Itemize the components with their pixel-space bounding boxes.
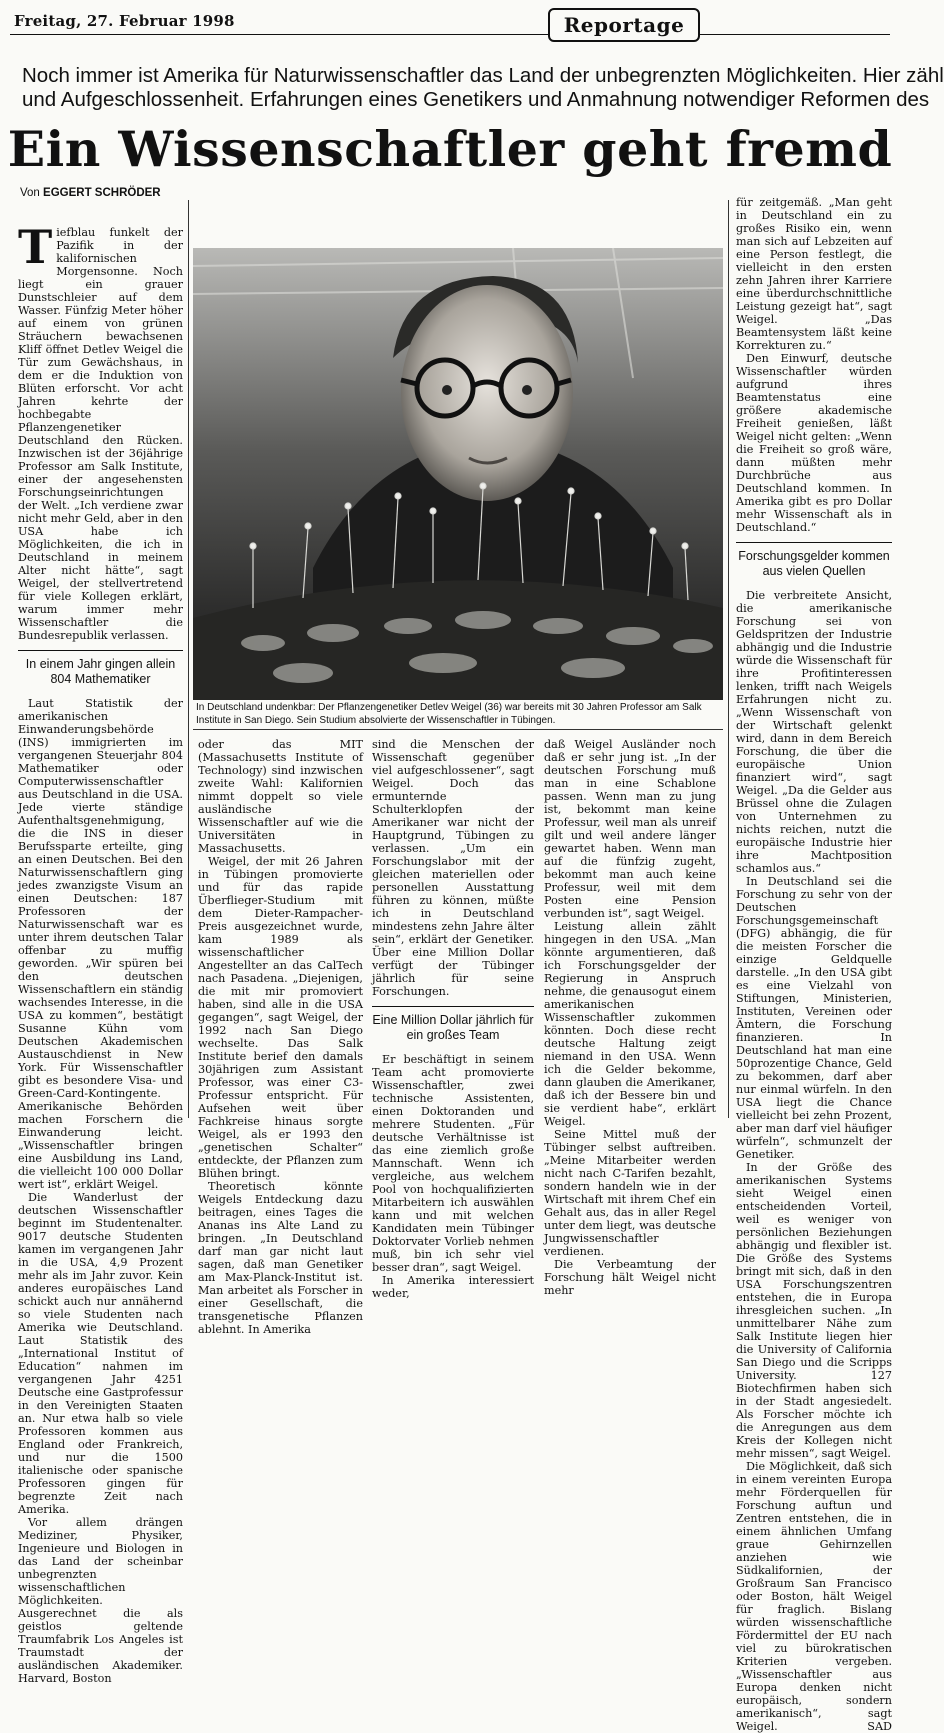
subheading: Eine Million Dollar jährlich für ein großes Team [372, 1006, 534, 1043]
byline-prefix: Von [20, 187, 40, 199]
kicker-line-1: Noch immer ist Amerika für Naturwissenschaftler das Land der unbegrenzten Möglichkeiten. Hier zähl [22, 64, 944, 87]
paragraph: oder das MIT (Massachusetts Institute of Technology) sind inzwischen zweite Wahl: Kalifornien nimmt doppelt so viele ausländische Wissenschaftler auf wie die Universitäten in Massachusetts. [198, 738, 363, 855]
paragraph: Die verbreitete Ansicht, die amerikanische Forschung sei von Geldspritzen der Industrie abhängig und die Industrie würde die Wissenschaft für ihre Profitinteressen lenken, trifft nach Weigels Erfahrungen nicht zu. „Wenn Wissenschaft von der Wirtschaft gelenkt wird, dann in dem Bereich Forschung, die über die europäische Union finanziert wird“, sagt Weigel. „Da die Gelder aus Brüssel ohne die Zulagen von Unternehmen zu nichts reichen, nutzt die europäische Industrie hier ihre Machtposition schamlos aus.“ [736, 589, 892, 875]
column-divider [728, 200, 729, 1118]
paragraph: Theoretisch könnte Weigels Entdeckung dazu beitragen, eines Tages die Ananas ins Alte Land zu bringen. „In Deutschland darf man gar nicht laut sagen, daß man Genetiker am Max-Planck-Institut ist. Man arbeitet als Forscher in einer Gesellschaft, die transgenetische Pflanzen ablehnt. In Amerika [198, 1180, 363, 1336]
paragraph: Die Möglichkeit, daß sich in einem vereinten Europa mehr Förderquellen für Forschung auftun und Zentren entstehen, die in einem ähnlichen Umfang graue Gehirnzellen anziehen wie Südkalifornien, der Großraum San Francisco oder Boston, hält Weigel für fraglich. Bislang würden wissenschaftliche Fördermittel der EU nach viel zu bürokratischen Kriterien vergeben. „Wissenschaftler aus Europa denken nicht europäisch, sondern amerikanisch“, sagt Weigel. SAD [736, 1460, 892, 1733]
byline [20, 187, 161, 199]
paragraph: Leistung allein zählt hingegen in den USA. „Man könnte argumentieren, daß ich Forschungsgelder der Regierung in Anspruch nehme, die genausogut einem amerikanischen Wissenschaftler zukommen könnten. Doch diese recht deutsche Haltung zeigt niemand in den USA. Wenn ich die Gelder bekomme, dann glauben die Amerikaner, daß ich der Bessere bin und sie verdient habe“, erklärt Weigel. [544, 920, 716, 1128]
section-label: Reportage [548, 8, 700, 42]
paragraph: Seine Mittel muß der Tübinger selbst auftreiben. „Meine Mitarbeiter werden nicht nach C-Tarifen bezahlt, sondern handeln wie in der Wirtschaft mit ihrem Chef ein Gehalt aus, das in aller Regel unter dem liegt, was deutsche Jungwissenschaftler verdienen. [544, 1128, 716, 1258]
paragraph: Weigel, der mit 26 Jahren in Tübingen promovierte und für das rapide Überflieger-Studium mit dem Dieter-Rampacher-Preis ausgezeichnet wurde, kam 1989 als wissenschaftlicher Angestellter an das CalTech nach Pasadena. „Diejenigen, die mit mir promoviert haben, sind alle in die USA gegangen“, sagt Weigel, der 1992 nach San Diego wechselte. Das Salk Institute berief den damals 30jährigen zum Assistant Professor, was einer C3-Professur entspricht. Für Aufsehen weit über Fachkreise hinaus sorgte Weigel, als er 1993 den „genetischen Schalter“ entdeckte, der Pflanzen zum Blühen bringt. [198, 855, 363, 1180]
paragraph: Laut Statistik der amerikanischen Einwanderungsbehörde (INS) immigrierten im vergangenen Steuerjahr 804 Mathematiker oder Computerwissenschaftler aus Deutschland in die USA. Jede vierte ständige Aufenthaltsgenehmigung, die die INS in dieser Berufssparte erteilte, ging an einen Deutschen. Bei den Naturwissenschaftlern ging jedes zwanzigste Visum an einen Deutschen: 187 Professoren der Naturwissenschaft war es unter ihrem deutschen Talar offenbar zu muffig geworden. „Wir spüren bei den deutschen Wissenschaftlern ein ständig wachsendes Interesse, in die USA zu kommen“, bestätigt Susanne Kühn vom Deutschen Akademischen Austauschdienst in New York. Für Wissenschaftler gibt es besondere Visa- und Green-Card-Kontingente. Amerikanische Behörden machen Forschern die Einwanderung leicht. „Wissenschaftler bringen eine Ausbildung ins Land, die vielleicht 100 000 Dollar wert ist“, erklärt Weigel. [18, 697, 183, 1191]
column-3 [372, 738, 534, 1300]
paragraph: In der Größe des amerikanischen Systems sieht Weigel einen entscheidenden Vorteil, weil es weniger von persönlichen Beziehungen abhängig und flexibler ist. Die Größe des Systems bringt mit sich, daß in den USA Forschungszentren entstehen, die in Europa ihresgleichen suchen. „In unmittelbarer Nähe zum Salk Institute liegen hier die University of California San Diego und die Scripps University. 127 Biotechfirmen haben sich in der Stadt angesiedelt. Als Forscher möchte ich die Anregungen aus dem Kreis der Kollegen nicht mehr missen“, sagt Weigel. [736, 1161, 892, 1460]
drop-cap: T [18, 220, 53, 274]
paragraph: In Amerika interessiert weder, [372, 1274, 534, 1300]
headline: Ein Wissenschaftler geht fremd [7, 120, 893, 178]
header-rule [10, 34, 890, 35]
subheading: In einem Jahr gingen allein 804 Mathematiker [18, 650, 183, 687]
paragraph: für zeitgemäß. „Man geht in Deutschland ein zu großes Risiko ein, wenn man sich auf Lebzeiten auf eine Person festlegt, die vielleicht in den ersten zehn Jahren ihrer Karriere eine überdurchschnittliche Leistung gezeigt hat“, sagt Weigel. „Das Beamtensystem läßt keine Korrekturen zu.“ [736, 196, 892, 352]
author-signature: SAD [867, 1720, 892, 1733]
paragraph: Er beschäftigt in seinem Team acht promovierte Wissenschaftler, zwei technische Assistenten, einen Doktoranden und mehrere Studenten. „Für deutsche Verhältnisse ist das eine ziemlich große Mannschaft. Wenn ich vergleiche, aus welchem Pool von hochqualifizierten Mitarbeitern ich auswählen kann und mit welchen Kandidaten mein Tübinger Doktorvater Vorlieb nehmen muß, bin ich sehr viel besser dran“, sagt Weigel. [372, 1053, 534, 1274]
byline-author: EGGERT SCHRÖDER [43, 187, 161, 199]
paragraph: sind die Menschen der Wissenschaft gegenüber viel aufgeschlossener“, sagt Weigel. Doch das ermunternde Schulterklopfen der Amerikaner war nicht der Hauptgrund, Tübingen zu verlassen. „Um ein Forschungslabor mit der gleichen materiellen oder personellen Ausstattung führen zu können, müßte ich in Deutschland mindestens zehn Jahre älter sein“, erklärt der Genetiker. Über eine Million Dollar verfügt der Tübinger jährlich für seine Forschungen. [372, 738, 534, 998]
paragraph: In Deutschland sei die Forschung zu sehr von der Deutschen Forschungsgemeinschaft (DFG) abhängig, die für die meisten Forscher die einzige Geldquelle darstelle. „In den USA gibt es eine Vielzahl von Stiftungen, Ministerien, Instituten, Vereinen oder Ämtern, die Forschung finanzieren. In Deutschland hat man eine 50prozentige Chance, Geld zu bekommen, darf aber nur einmal würfeln. In den USA liegt die Chance vielleicht bei zehn Prozent, aber man darf viel häufiger würfeln“, schmunzelt der Genetiker. [736, 875, 892, 1161]
paragraph: Die Wanderlust der deutschen Wissenschaftler beginnt im Studentenalter. 9017 deutsche Studenten kamen im vergangenen Jahr in die USA, 4,9 Prozent mehr als im Jahr zuvor. Kein anderes europäisches Land schickt auch nur annähernd so viele Studenten nach Amerika wie Deutschland. Laut Statistik des „International Institut of Education“ nahmen im vergangenen Jahr 4251 Deutsche eine Gastprofessur in den Vereinigten Staaten an. Nur etwa halb so viele Professoren kommen aus England oder Frankreich, und nur die 1500 italienische oder spanische Professoren gingen für begrenzte Zeit nach Amerika. [18, 1191, 183, 1516]
article-photo [193, 248, 723, 700]
caption-rule [193, 729, 723, 730]
column-divider [188, 200, 189, 1118]
kicker [22, 64, 944, 112]
paragraph: daß Weigel Ausländer noch daß er sehr jung ist. „In der deutschen Forschung muß man in eine Schablone passen. Wenn man zu jung ist, bekommt man keine Professur, weil man als unreif gilt und weil andere länger gewartet haben. Wenn man auf die fünfzig zugeht, bekommt man auch keine Professur, weil mit dem Posten eine Pension verbunden ist“, sagt Weigel. [544, 738, 716, 920]
paragraph: Die Verbeamtung der Forschung hält Weigel nicht mehr [544, 1258, 716, 1297]
column-5 [736, 196, 892, 1733]
photo-illustration [193, 248, 723, 700]
column-2 [198, 738, 363, 1336]
column-1 [18, 220, 183, 1685]
paragraph: Vor allem drängen Mediziner, Physiker, Ingenieure und Biologen in das Land der scheinbar unbegrenzten wissenschaftlichen Möglichkeiten. Ausgerechnet die als geistlos geltende Traumfabrik Los Angeles ist Traumstadt der ausländischen Akademiker. Harvard, Boston [18, 1516, 183, 1685]
column-4 [544, 738, 716, 1297]
paragraph: Den Einwurf, deutsche Wissenschaftler würden aufgrund ihres Beamtenstatus eine größere akademische Freiheit genießen, läßt Weigel nicht gelten: „Wenn die Freiheit so groß wäre, dann müßten mehr Durchbrüche aus Deutschland kommen. In Amerika gibt es pro Dollar mehr Wissenschaft als in Deutschland.“ [736, 352, 892, 534]
kicker-line-2: und Aufgeschlossenheit. Erfahrungen eines Genetikers und Anmahnung notwendiger Reformen des [22, 88, 930, 111]
subheading: Forschungsgelder kommen aus vielen Quellen [736, 542, 892, 579]
paragraph: Tiefblau funkelt der Pazifik in der kalifornischen Morgensonne. Noch liegt ein grauer Dunstschleier auf dem Wasser. Fünfzig Meter höher auf einem von grünen Sträuchern bewachsenen Kliff öffnet Detlev Weigel die Tür zum Gewächshaus, in dem er die Induktion von Blüten erforscht. Vor acht Jahren kehrte der hochbegabte Pflanzengenetiker Deutschland den Rücken. Inzwischen ist der 36jährige Professor am Salk Institute, einer der angesehensten Forschungseinrichtungen der Welt. „Ich verdiene zwar nicht mehr Geld, aber in den USA habe ich Möglichkeiten, die ich in Deutschland in meinem Alter nicht hätte“, sagt Weigel, der stellvertretend für viele Kollegen erklärt, warum immer mehr Wissenschaftler die Bundesrepublik verlassen. [18, 220, 183, 642]
photo-caption: In Deutschland undenkbar: Der Pflanzengenetiker Detlev Weigel (36) war bereits mit 30 Jahren Professor am Salk Institute in San Diego. Sein Studium absolvierte der Wissenschaftler in Tübingen. [196, 702, 702, 726]
issue-date: Freitag, 27. Februar 1998 [14, 12, 235, 30]
